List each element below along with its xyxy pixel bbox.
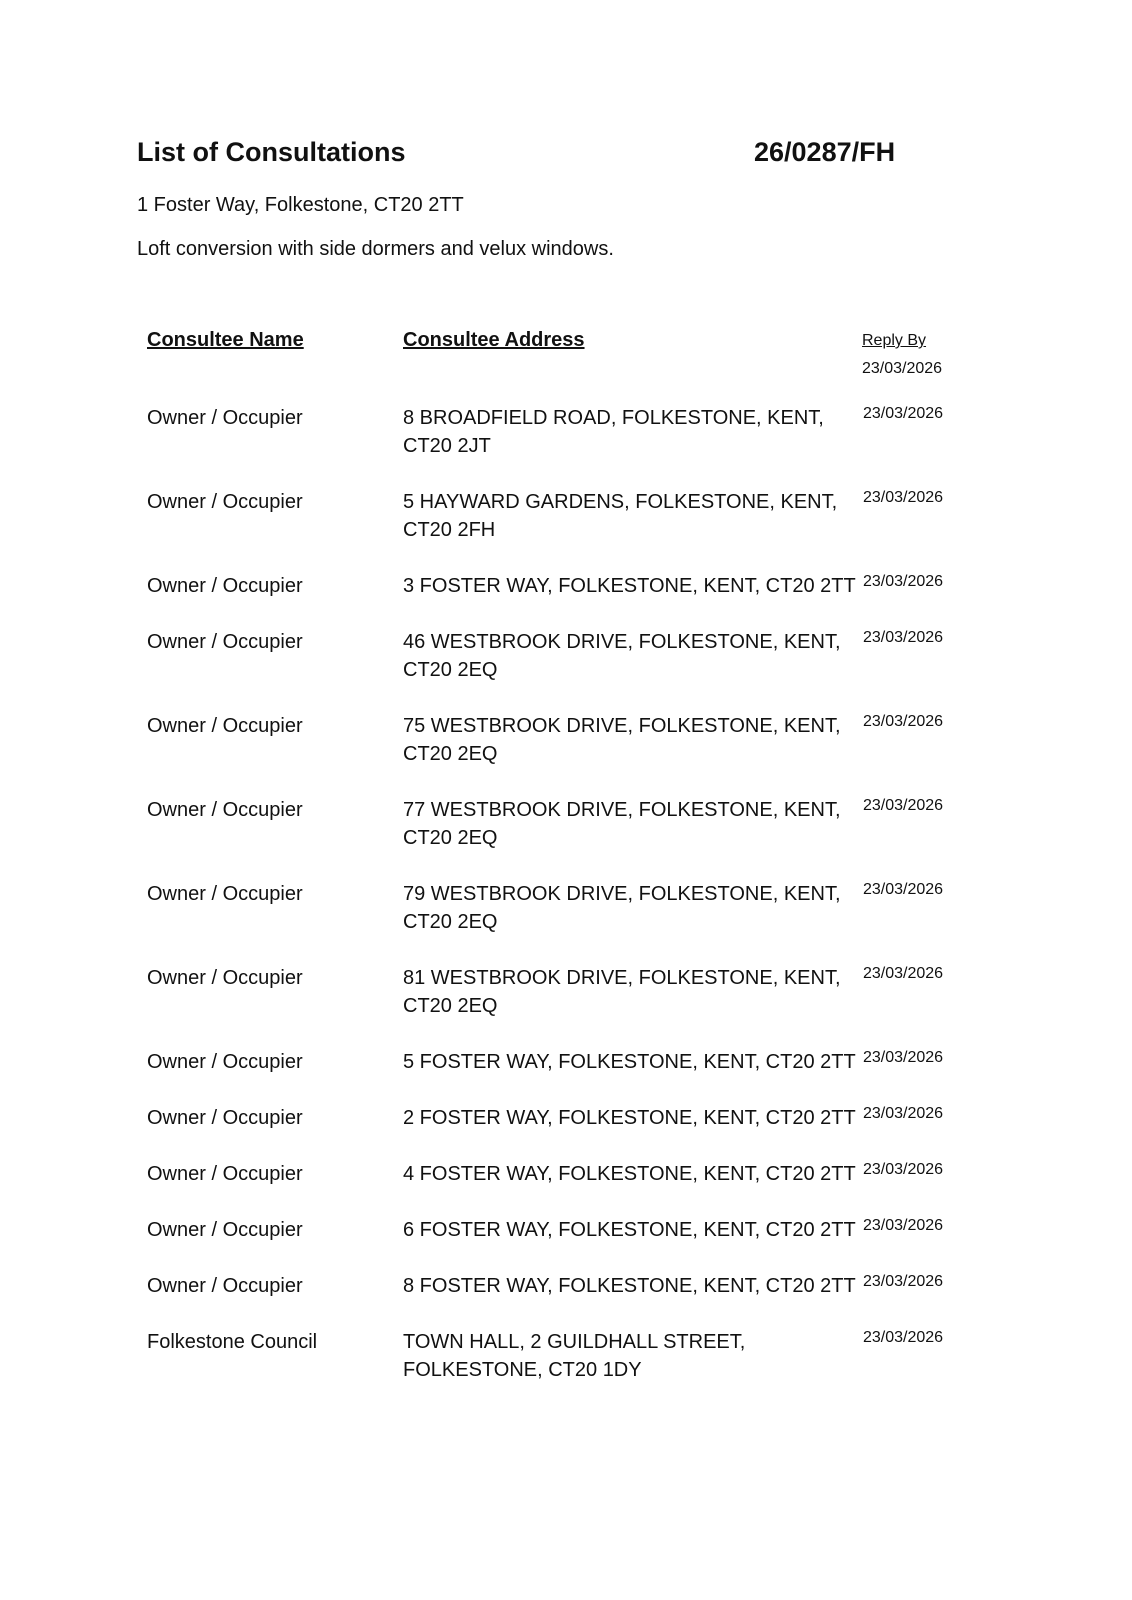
table-row xyxy=(147,1048,1007,1104)
consultee-name: Owner / Occupier xyxy=(147,631,303,653)
table-row xyxy=(147,964,1007,1048)
reply-by-date: 23/03/2026 xyxy=(863,1105,944,1122)
consultee-name: Owner / Occupier xyxy=(147,407,303,429)
reply-by-date: 23/03/2026 xyxy=(863,1217,944,1234)
reply-by-date: 23/03/2026 xyxy=(863,1273,944,1290)
consultee-address: 5 FOSTER WAY, FOLKESTONE, KENT, CT20 2TT xyxy=(403,1051,856,1073)
reply-by-header-date: 23/03/2026 xyxy=(862,360,943,377)
reply-by-date: 23/03/2026 xyxy=(863,1049,944,1066)
consultee-name: Owner / Occupier xyxy=(147,799,303,821)
consultee-address: 75 WESTBROOK DRIVE, FOLKESTONE, KENT, CT20 2EQ xyxy=(403,715,841,765)
column-header-reply-by xyxy=(862,327,942,383)
reply-by-date: 23/03/2026 xyxy=(863,797,944,814)
consultee-address: 4 FOSTER WAY, FOLKESTONE, KENT, CT20 2TT xyxy=(403,1163,856,1185)
site-address: 1 Foster Way, Folkestone, CT20 2TT xyxy=(137,194,464,216)
table-row xyxy=(147,572,1007,628)
table-row xyxy=(147,796,1007,880)
consultee-name: Owner / Occupier xyxy=(147,1275,303,1297)
table-row xyxy=(147,404,1007,488)
consultee-address: 79 WESTBROOK DRIVE, FOLKESTONE, KENT, CT20 2EQ xyxy=(403,883,841,933)
consultee-address: TOWN HALL, 2 GUILDHALL STREET, FOLKESTONE, CT20 1DY xyxy=(403,1331,746,1381)
reply-by-date: 23/03/2026 xyxy=(863,573,944,590)
consultee-name: Owner / Occupier xyxy=(147,883,303,905)
consultee-address: 81 WESTBROOK DRIVE, FOLKESTONE, KENT, CT20 2EQ xyxy=(403,967,841,1017)
table-row xyxy=(147,880,1007,964)
application-reference: 26/0287/FH xyxy=(754,137,896,167)
table-row xyxy=(147,1104,1007,1160)
consultee-address: 46 WESTBROOK DRIVE, FOLKESTONE, KENT, CT20 2EQ xyxy=(403,631,841,681)
column-header-consultee-name: Consultee Name xyxy=(147,329,304,351)
reply-by-date: 23/03/2026 xyxy=(863,629,944,646)
consultee-address: 8 BROADFIELD ROAD, FOLKESTONE, KENT, CT20 2JT xyxy=(403,407,824,457)
reply-by-label: Reply By xyxy=(862,332,927,349)
reply-by-date: 23/03/2026 xyxy=(863,489,944,506)
consultee-name: Owner / Occupier xyxy=(147,491,303,513)
consultee-address: 3 FOSTER WAY, FOLKESTONE, KENT, CT20 2TT xyxy=(403,575,856,597)
proposal-description: Loft conversion with side dormers and velux windows. xyxy=(137,238,614,260)
consultee-name: Owner / Occupier xyxy=(147,967,303,989)
consultee-name: Owner / Occupier xyxy=(147,1051,303,1073)
consultee-address: 77 WESTBROOK DRIVE, FOLKESTONE, KENT, CT20 2EQ xyxy=(403,799,841,849)
reply-by-date: 23/03/2026 xyxy=(863,881,944,898)
table-row xyxy=(147,1328,1007,1412)
reply-by-date: 23/03/2026 xyxy=(863,1329,944,1346)
table-row xyxy=(147,1160,1007,1216)
consultee-address: 8 FOSTER WAY, FOLKESTONE, KENT, CT20 2TT xyxy=(403,1275,856,1297)
consultee-address: 2 FOSTER WAY, FOLKESTONE, KENT, CT20 2TT xyxy=(403,1107,856,1129)
table-row xyxy=(147,488,1007,572)
reply-by-date: 23/03/2026 xyxy=(863,405,944,422)
table-row xyxy=(147,1216,1007,1272)
consultee-name: Folkestone Council xyxy=(147,1331,318,1353)
reply-by-date: 23/03/2026 xyxy=(863,965,944,982)
reply-by-date: 23/03/2026 xyxy=(863,713,944,730)
consultee-address: 5 HAYWARD GARDENS, FOLKESTONE, KENT, CT20 2FH xyxy=(403,491,838,541)
consultee-name: Owner / Occupier xyxy=(147,575,303,597)
consultee-name: Owner / Occupier xyxy=(147,1219,303,1241)
consultee-address: 6 FOSTER WAY, FOLKESTONE, KENT, CT20 2TT xyxy=(403,1219,856,1241)
consultee-name: Owner / Occupier xyxy=(147,1163,303,1185)
table-row xyxy=(147,712,1007,796)
page-title: List of Consultations xyxy=(137,137,406,167)
consultee-name: Owner / Occupier xyxy=(147,715,303,737)
consultee-name: Owner / Occupier xyxy=(147,1107,303,1129)
column-header-consultee-address: Consultee Address xyxy=(403,329,585,351)
consultee-list xyxy=(147,404,1007,1412)
table-row xyxy=(147,1272,1007,1328)
reply-by-date: 23/03/2026 xyxy=(863,1161,944,1178)
table-row xyxy=(147,628,1007,712)
